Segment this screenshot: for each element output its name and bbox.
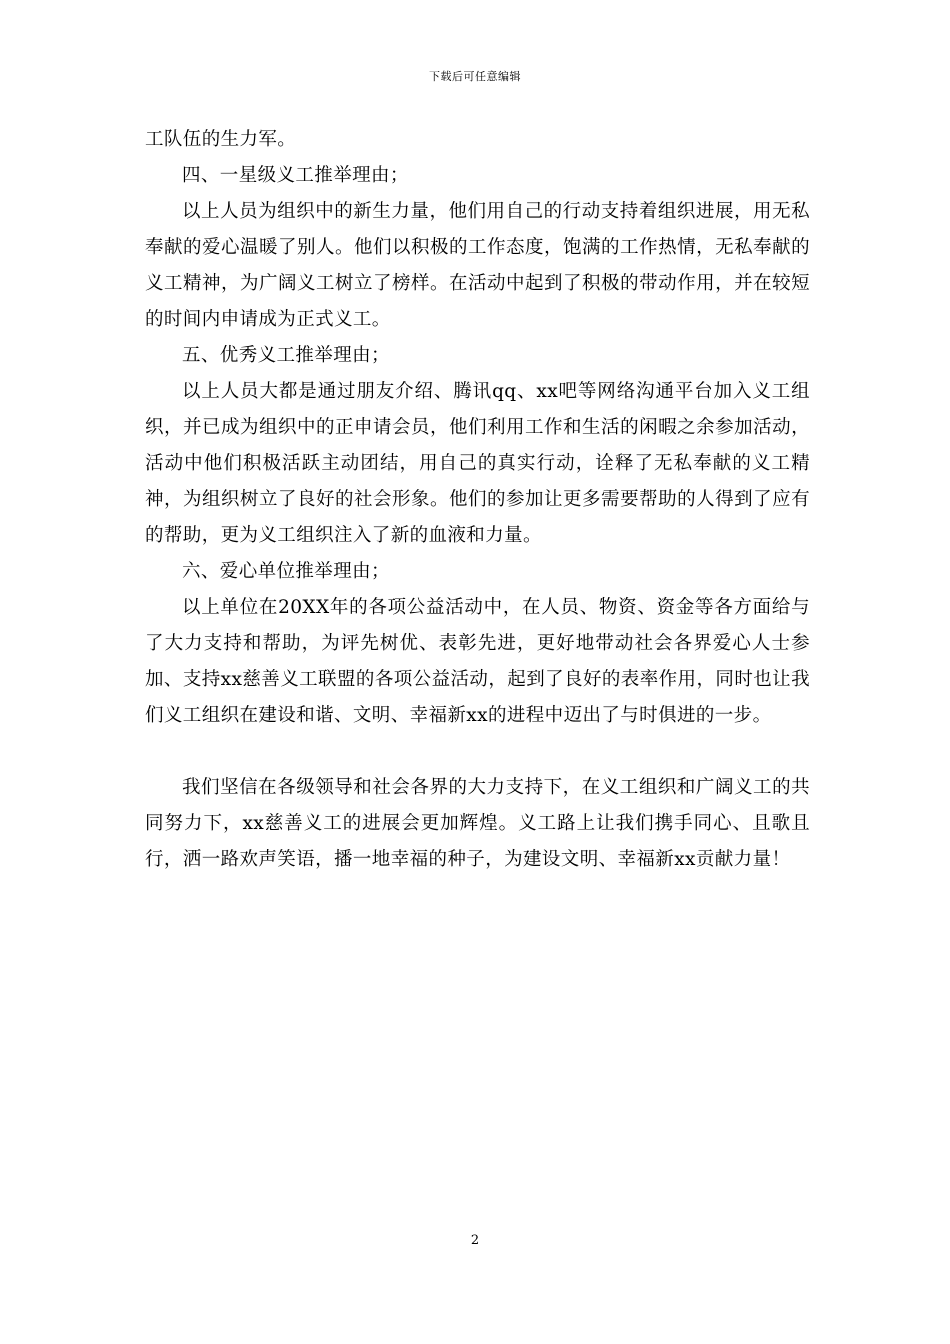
page-number: 2: [470, 1233, 480, 1248]
section-heading-six: 六、爱心单位推举理由；: [182, 561, 390, 582]
paragraph-continuation: 工队伍的生力军。: [145, 129, 297, 150]
paragraph-section-four: 以上人员为组织中的新生力量，他们用自己的行动支持着组织进展，用无私奉献的爱心温暖了别人。他们以积极的工作态度，饱满的工作热情，无私奉献的义工精神，为广阔义工树立了榜样。在活动中起到了积极的带动作用，并在较短的时间内申请成为正式义工。: [145, 201, 810, 330]
paragraph-spacer: [145, 734, 810, 770]
section-heading-four: 四、一星级义工推举理由；: [182, 165, 409, 186]
paragraph-section-five: 以上人员大都是通过朋友介绍、腾讯qq、xx吧等网络沟通平台加入义工组织，并已成为组织中的正申请会员，他们利用工作和生活的闲暇之余参加活动，活动中他们积极活跃主动团结，用自己的真实行动，诠释了无私奉献的义工精神，为组织树立了良好的社会形象。他们的参加让更多需要帮助的人得到了应有的帮助，更为义工组织注入了新的血液和力量。: [145, 381, 810, 546]
header-note: 下载后可任意编辑: [429, 70, 521, 83]
document-body: [145, 122, 810, 878]
paragraph-conclusion: 我们坚信在各级领导和社会各界的大力支持下，在义工组织和广阔义工的共同努力下，xx慈善义工的进展会更加辉煌。义工路上让我们携手同心、且歌且行，洒一路欢声笑语，播一地幸福的种子，为建设文明、幸福新xx贡献力量！: [145, 777, 810, 870]
paragraph-section-six: 以上单位在20XX年的各项公益活动中，在人员、物资、资金等各方面给与了大力支持和帮助，为评先树优、表彰先进，更好地带动社会各界爱心人士参加、支持xx慈善义工联盟的各项公益活动，起到了良好的表率作用，同时也让我们义工组织在建设和谐、文明、幸福新xx的进程中迈出了与时俱进的一步。: [145, 597, 810, 726]
section-heading-five: 五、优秀义工推举理由；: [182, 345, 390, 366]
